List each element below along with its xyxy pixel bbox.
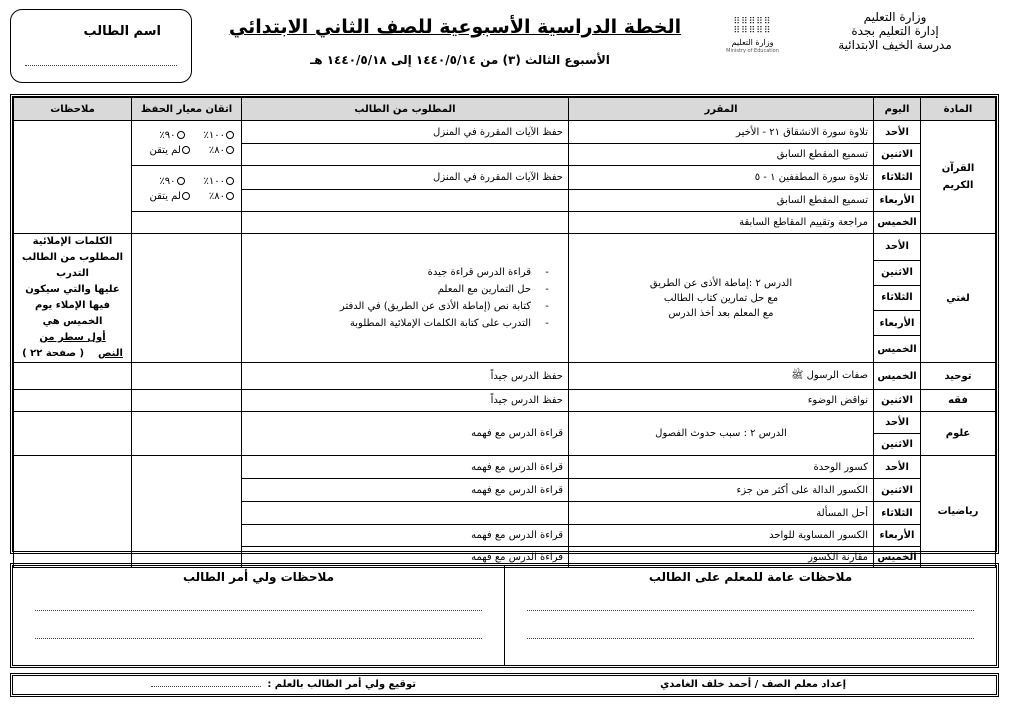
mastery-option[interactable]: ٩٠٪ [159,176,185,187]
prepared-by: إعداد معلم الصف / أحمد خلف الغامدي [660,679,846,690]
col-subject: المادة [921,98,996,121]
required-cell: حفظ الآيات المقررة في المنزل [242,166,569,190]
subject-fiqh: فقه [921,390,996,412]
course-cell [569,234,874,363]
radio-circle-icon [226,131,234,139]
notes-cell [14,456,132,568]
teacher-remarks [505,566,996,665]
required-cell: قراءة الدرس مع فهمه [242,479,569,502]
mastery-cell [132,234,242,363]
mastery-cell [132,390,242,412]
ministry-line: وزارة التعليم [863,10,927,24]
logo-text: وزارة التعليم [731,38,774,47]
parent-remarks [13,566,505,665]
list-item: -التدرب على كتابة الكلمات الإملائية المطلوبة [349,318,549,329]
required-cell: حفظ الدرس جيداً [242,363,569,390]
parent-signature: توقيع ولي أمر الطالب بالعلم : [151,679,416,690]
table-row [14,234,996,261]
mastery-cell [132,121,242,166]
teacher-remarks-title: ملاحظات عامة للمعلم على الطالب [648,570,853,584]
col-day: اليوم [874,98,921,121]
required-cell: قراءة الدرس مع فهمه [242,412,569,456]
list-item: -حل التمارين مع المعلم [437,284,549,295]
radio-circle-icon [226,177,234,185]
mastery-option[interactable]: لم يتقن [150,145,191,156]
mastery-option[interactable]: لم يتقن [150,191,191,202]
mastery-cell [132,363,242,390]
day-cell: الخميس [874,547,921,568]
day-cell: الخميس [874,212,921,234]
parent-remarks-title: ملاحظات ولي أمر الطالب [182,570,335,584]
day-cell: الأربعاء [874,190,921,212]
student-name-box [10,9,192,83]
notes-cell: الكلمات الإملائية المطلوب من الطالب التدرب عليها والتي سيكون فيها الإملاء يوم الخميس هي أول سطر من النص ( صفحة ٢٢ ) [14,234,132,363]
day-cell: الأحد [874,121,921,144]
mastery-cell [132,456,242,568]
col-course: المقرر [569,98,874,121]
day-cell: الخميس [874,363,921,390]
subject-science: علوم [921,412,996,456]
course-line: الدرس ٢ :إماطة الأذى عن الطريق [649,277,793,289]
required-cell: حفظ الدرس جيداً [242,390,569,412]
day-cell: الاثنين [874,260,921,285]
week-range: الأسبوع الثالث (٣) من ١٤٤٠/٥/١٤ إلى ١٤٤٠/٥/١٨ هـ [310,53,610,67]
school-line: مدرسة الخيف الابتدائية [838,38,952,52]
day-cell: الاثنين [874,390,921,412]
remarks-section [10,563,999,668]
mastery-option[interactable]: ٨٠٪ [209,145,235,156]
course-cell: مراجعة وتقييم المقاطع السابقة [569,212,874,234]
ministry-block [805,10,985,52]
notes-cell [14,412,132,456]
course-line: مع حل تمارين كتاب الطالب [663,292,779,304]
course-cell: الكسور المساوية للواحد [569,525,874,547]
radio-circle-icon [182,146,190,154]
day-cell: الأحد [874,412,921,434]
mastery-option[interactable]: ٩٠٪ [159,130,185,141]
table-row [14,121,996,144]
col-mastery: اتقان معيار الحفظ [132,98,242,121]
day-cell: الأحد [874,456,921,479]
subject-lughati: لغتي [921,234,996,363]
table-row [14,390,996,412]
mastery-option[interactable]: ١٠٠٪ [204,176,236,187]
list-item: -كتابة نص (إماطة الأذى عن الطريق) في الدفتر [339,301,549,312]
logo-dots-icon: ⠿⠿⠿⠿⠿ ⠿⠿⠿⠿⠿ [733,17,772,36]
course-cell: الكسور الدالة على أكثر من جزء [569,479,874,502]
notes-cell [14,121,132,234]
parent-remarks-line[interactable] [35,610,482,611]
required-cell [242,144,569,166]
day-cell: الخميس [874,336,921,363]
table-row [14,456,996,479]
required-cell [242,190,569,212]
mastery-cell [132,166,242,212]
course-cell: تلاوة سورة المطففين ١ - ٥ [569,166,874,190]
directorate-line: إدارة التعليم بجدة [851,24,939,38]
day-cell: الأربعاء [874,525,921,547]
signature-field[interactable] [151,686,261,687]
mastery-cell [132,212,242,234]
day-cell: الاثنين [874,144,921,166]
plan-table-wrapper [10,94,999,563]
day-cell: الثلاثاء [874,502,921,525]
required-cell: قراءة الدرس مع فهمه [242,525,569,547]
required-cell: حفظ الآيات المقررة في المنزل [242,121,569,144]
mastery-cell [132,412,242,456]
subject-math: رياضيات [921,456,996,568]
course-cell: كسور الوحدة [569,456,874,479]
day-cell: الثلاثاء [874,285,921,310]
parent-remarks-line[interactable] [35,638,482,639]
col-required: المطلوب من الطالب [242,98,569,121]
subject-tawheed: توحيد [921,363,996,390]
mastery-option[interactable]: ١٠٠٪ [204,130,236,141]
course-line: مع المعلم بعد أخذ الدرس [668,307,774,319]
course-cell: مقارنة الكسور [569,547,874,568]
required-cell [242,212,569,234]
subject-quran: القرآن الكريم [921,121,996,234]
logo-subtext: Ministry of Education [726,48,779,54]
col-notes: ملاحظات [14,98,132,121]
page-title: الخطة الدراسية الأسبوعية للصف الثاني الابتدائي [228,16,682,38]
required-cell: قراءة الدرس مع فهمه [242,547,569,568]
course-cell: صفات الرسول ﷺ [569,363,874,390]
radio-circle-icon [226,192,234,200]
required-list [247,264,563,332]
course-cell: تسميع المقطع السابق [569,144,874,166]
plan-table [13,97,996,568]
course-cell: أحل المسألة [569,502,874,525]
table-row [14,212,996,234]
table-row [14,412,996,434]
list-item: -قراءة الدرس قراءة جيدة [427,267,549,278]
table-header-row [14,98,996,121]
day-cell: الثلاثاء [874,166,921,190]
table-row [14,363,996,390]
radio-circle-icon [182,192,190,200]
course-cell: نواقض الوضوء [569,390,874,412]
day-cell: الاثنين [874,434,921,456]
ministry-logo [715,18,790,66]
required-cell: قراءة الدرس مع فهمه [242,456,569,479]
required-cell [242,502,569,525]
radio-circle-icon [177,177,185,185]
day-cell: الاثنين [874,479,921,502]
course-cell: تسميع المقطع السابق [569,190,874,212]
student-name-field[interactable] [25,65,177,66]
footer [10,673,999,697]
student-name-label: اسم الطالب [83,24,161,39]
teacher-remarks-line[interactable] [527,638,974,639]
table-row [14,166,996,190]
radio-circle-icon [177,131,185,139]
radio-circle-icon [226,146,234,154]
required-cell [242,234,569,363]
day-cell: الأحد [874,234,921,261]
course-cell: تلاوة سورة الانشقاق ٢١ - الأخير [569,121,874,144]
day-cell: الأربعاء [874,311,921,336]
notes-cell [14,390,132,412]
teacher-remarks-line[interactable] [527,610,974,611]
course-cell: الدرس ٢ : سبب حدوث الفصول [569,412,874,456]
notes-cell [14,363,132,390]
mastery-option[interactable]: ٨٠٪ [209,191,235,202]
